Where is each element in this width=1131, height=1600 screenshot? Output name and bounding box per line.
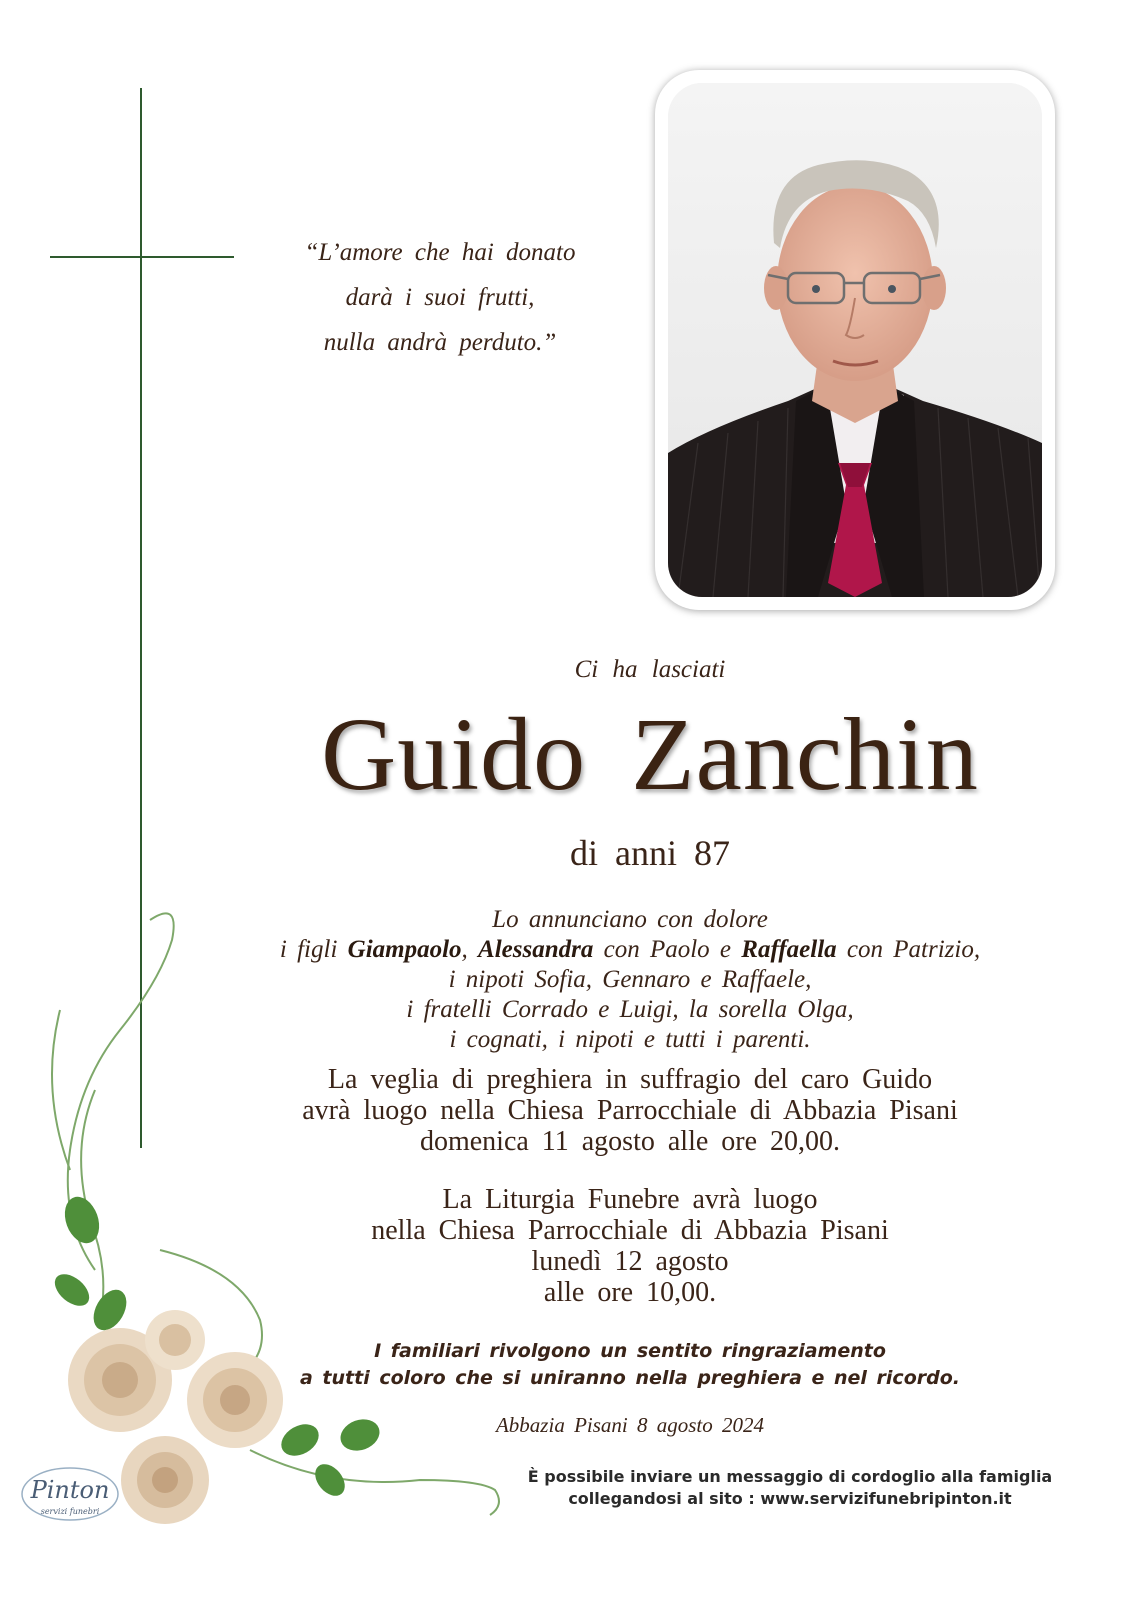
announcement-line: i fratelli Corrado e Luigi, la sorella Olga, — [406, 996, 854, 1023]
place-date: Abbazia Pisani 8 agosto 2024 — [495, 1413, 764, 1437]
text-part: , — [461, 936, 479, 963]
child-name: Raffaella — [741, 936, 837, 963]
logo-name: Pinton — [30, 1476, 110, 1504]
child-name: Giampaolo — [347, 936, 462, 963]
portrait-photo — [668, 83, 1042, 597]
deceased-name: Guido Zanchin — [321, 697, 979, 812]
vigil-line: avrà luogo nella Chiesa Parrocchiale di Abbazia Pisani — [302, 1095, 958, 1126]
quote-line: “L’amore che hai donato — [304, 239, 576, 266]
funeral-line: La Liturgia Funebre avrà luogo — [442, 1184, 818, 1215]
footer-block — [470, 1466, 1110, 1510]
logo-tagline: servizi funebri — [40, 1507, 100, 1516]
text-part: con Patrizio, — [836, 936, 981, 963]
intro-text: Ci ha lasciati — [574, 656, 726, 683]
memorial-quote — [250, 230, 630, 365]
funeral-line: lunedì 12 agosto — [531, 1246, 729, 1277]
thanks-line: I familiari rivolgono un sentito ringraziamento — [374, 1340, 886, 1362]
announcement-line: Lo annunciano con dolore — [492, 906, 768, 933]
footer-line: È possibile inviare un messaggio di cordoglio alla famiglia — [527, 1467, 1053, 1486]
pinton-logo — [18, 1462, 128, 1526]
thanks-line: a tutti coloro che si uniranno nella preghiera e nel ricordo. — [299, 1367, 960, 1389]
portrait-photo-icon — [668, 83, 1042, 597]
deceased-age: di anni 87 — [570, 833, 730, 873]
cross-horizontal-bar — [50, 256, 234, 258]
text-part: i figli — [279, 936, 348, 963]
vigil-line: domenica 11 agosto alle ore 20,00. — [419, 1126, 841, 1157]
quote-line: nulla andrà perduto.” — [323, 329, 557, 356]
announcement-line: i cognati, i nipoti e tutti i parenti. — [449, 1026, 811, 1053]
text-part: con Paolo e — [593, 936, 742, 963]
child-name: Alessandra — [478, 936, 594, 963]
footer-line: collegandosi al sito : www.servizifunebripinton.it — [568, 1489, 1012, 1508]
announcement-line: i nipoti Sofia, Gennaro e Raffaele, — [448, 966, 812, 993]
quote-line: darà i suoi frutti, — [345, 284, 535, 311]
funeral-line: alle ore 10,00. — [543, 1277, 717, 1308]
vigil-line: La veglia di preghiera in suffragio del caro Guido — [327, 1064, 933, 1095]
funeral-line: nella Chiesa Parrocchiale di Abbazia Pisani — [371, 1215, 889, 1246]
pinton-logo-icon — [18, 1462, 128, 1526]
